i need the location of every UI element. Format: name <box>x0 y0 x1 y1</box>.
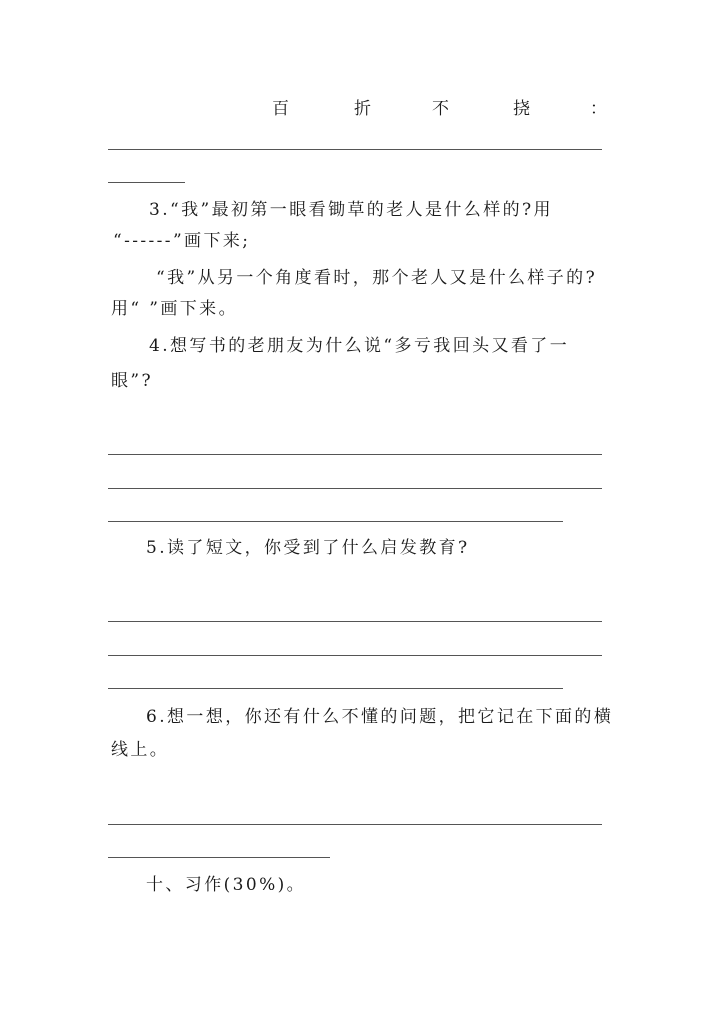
q3-line-1: 3.“我”最初第一眼看锄草的老人是什么样的?用 <box>149 200 553 220</box>
q4-line-1: 4.想写书的老朋友为什么说“多亏我回头又看了一 <box>149 336 570 356</box>
heading-char-1: 百 <box>272 99 289 119</box>
q3-line-3: “我”从另一个角度看时，那个老人又是什么样子的? <box>156 268 598 288</box>
answer-line <box>108 857 330 858</box>
q6-line-1: 6.想一想，你还有什么不懂的问题，把它记在下面的横 <box>146 707 614 727</box>
answer-line <box>108 521 563 522</box>
q4-line-2: 眼”? <box>111 371 154 391</box>
answer-line <box>108 182 185 183</box>
q6-line-2: 线上。 <box>111 740 170 760</box>
answer-line <box>108 824 602 825</box>
heading-colon: ： <box>590 99 607 119</box>
answer-line <box>108 488 602 489</box>
section-10-heading: 十、习作(30%)。 <box>146 875 307 895</box>
answer-line <box>108 688 563 689</box>
q3-line-2: “------”画下来; <box>113 231 251 251</box>
answer-line <box>108 621 602 622</box>
answer-line <box>108 655 602 656</box>
heading-char-2: 折 <box>354 99 371 119</box>
heading-char-4: 挠 <box>513 99 530 119</box>
answer-line <box>108 454 602 455</box>
q3-line-4: 用“ ”画下来。 <box>111 299 238 319</box>
q5-line: 5.读了短文，你受到了什么启发教育? <box>146 538 470 558</box>
heading-char-3: 不 <box>432 99 449 119</box>
answer-line <box>108 149 602 150</box>
